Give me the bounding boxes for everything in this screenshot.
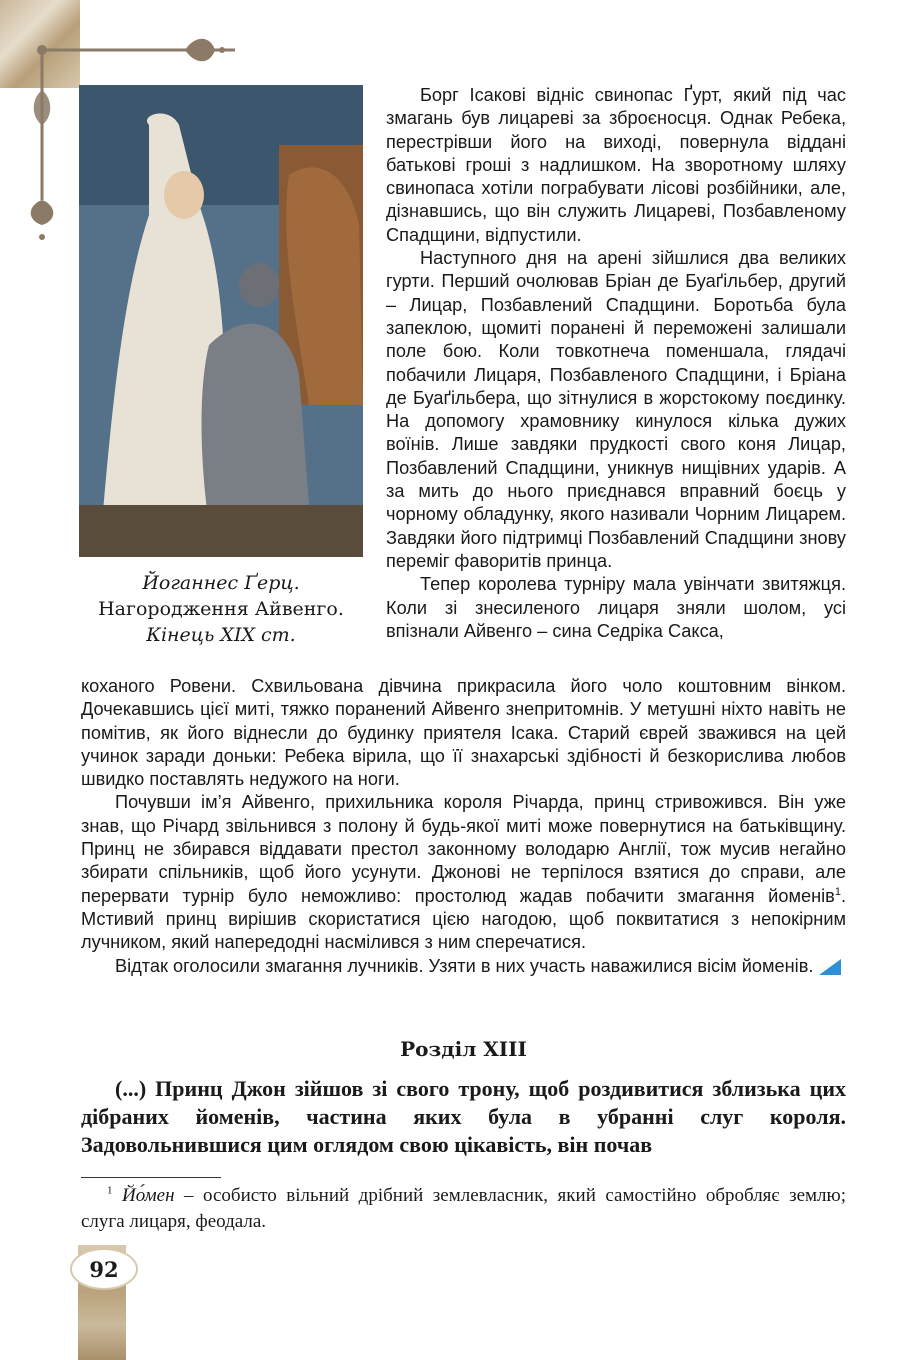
- section-heading: Розділ XIII: [400, 1037, 527, 1061]
- painting-caption: [79, 570, 363, 648]
- paragraph: Борг Ісакові відніс свинопас Ґурт, який під час змагань був лицареві за зброєносця. Однак Ребека, перестрівши його на виході, повернула віддані батькові гроші з надлишком. На зворотному шляху свинопаса хотіли пограбувати лісові розбійники, але, дізнавшись, що він служить Лицареві, Позбавленому Спадщини, відпустили.: [386, 85, 846, 245]
- footnote-number: 1: [107, 1184, 113, 1197]
- paragraph-text: Відтак оголосили змагання лучників. Узяти в них участь наважилися вісім йоменів.: [115, 955, 814, 976]
- paragraph-continuation: коханого Ровени. Схвильована дівчина прикрасила його чоло коштовним вінком. Дочекавшись цієї миті, тяжко поранений Айвенго знепритомнів. У метушні ніхто навіть не помітив, як його віднесли до будинку приятеля Ісака. Старий єврей зважився на цей учинок заради доньки: Ребека вірила, що її знахарські здібності й безкорислива любов швидко поставлять недужого на ноги.: [81, 676, 846, 790]
- section-end-triangle-icon: [819, 959, 841, 975]
- paragraph: Тепер королева турніру мала увінчати звитяжця. Коли зі знесиленого лицаря зняли шолом, усі впізнали Айвенго – сина Седріка Сакса,: [386, 574, 846, 641]
- caption-date: Кінець XIX ст.: [146, 624, 296, 646]
- full-width-text: [81, 675, 846, 978]
- footnote-reference: 1: [834, 885, 841, 898]
- footnote-divider: [81, 1177, 221, 1178]
- paragraph: [81, 791, 846, 954]
- painting-illustration: [79, 85, 363, 557]
- paragraph-text: Почувши ім’я Айвенго, прихильника короля Річарда, принц стривожився. Він уже знав, що Річард звільнився з полону й будь-якої миті може повернутися на батьківщину. Принц не збирався віддавати престол законному володарю Англії, тож мусив негайно збирати спільників, щоб його усунути. Джонові не терпілося взятися до справи, але перервати турнір було неможливо: простолюд жадав побачити змагання йоменів: [81, 792, 846, 906]
- paragraph-text: . Мстивий принц вирішив скористатися цією нагодою, щоб поквитатися з непокірним лучником, який напередодні насмілився з ним сперечатися.: [81, 885, 846, 953]
- excerpt-bold-text: (...) Принц Джон зійшов зі свого трону, щоб роздивитися зблизька цих дібраних йоменів, частина яких була в убранні слуг короля. Задовольнившися цим оглядом свою цікавість, він почав: [81, 1076, 846, 1157]
- footnote-term: Йо́мен: [122, 1185, 175, 1206]
- page-number: 92: [70, 1248, 138, 1290]
- caption-author: Йоганнес Ґерц.: [142, 572, 300, 594]
- paragraph: Наступного дня на арені зійшлися два великих гурти. Перший очолював Бріан де Буаґільбер, другий – Лицар, Позбавлений Спадщини. Боротьба була запеклою, щомиті поранені й переможені залишали поле бою. Коли товкотнеча поменшала, глядачі побачили Лицаря, Позбавленого Спадщини, і Бріана де Буаґільбера, що зітнулися в жорстокому поєдинку. На допомогу храмовнику кинулося кілька дужих воїнів. Лише завдяки прудкості свого коня Лицар, Позбавлений Спадщини, уникнув нищівних ударів. А за мить до нього приєднався вправний боєць у чорному обладунку, якого називали Чорним Лицарем. Завдяки його підтримці Позбавлений Спадщини знову переміг фаворитів принца.: [386, 248, 846, 571]
- footnote: [81, 1183, 846, 1235]
- caption-title: Нагородження Айвенго.: [98, 598, 344, 620]
- painting-artwork: [79, 85, 363, 557]
- footnote-text: – особисто вільний дрібний землевласник, який самостійно обробляє землю; слуга лицаря, феодала.: [81, 1185, 846, 1232]
- paragraph: [81, 955, 846, 978]
- right-column-text: [386, 84, 846, 643]
